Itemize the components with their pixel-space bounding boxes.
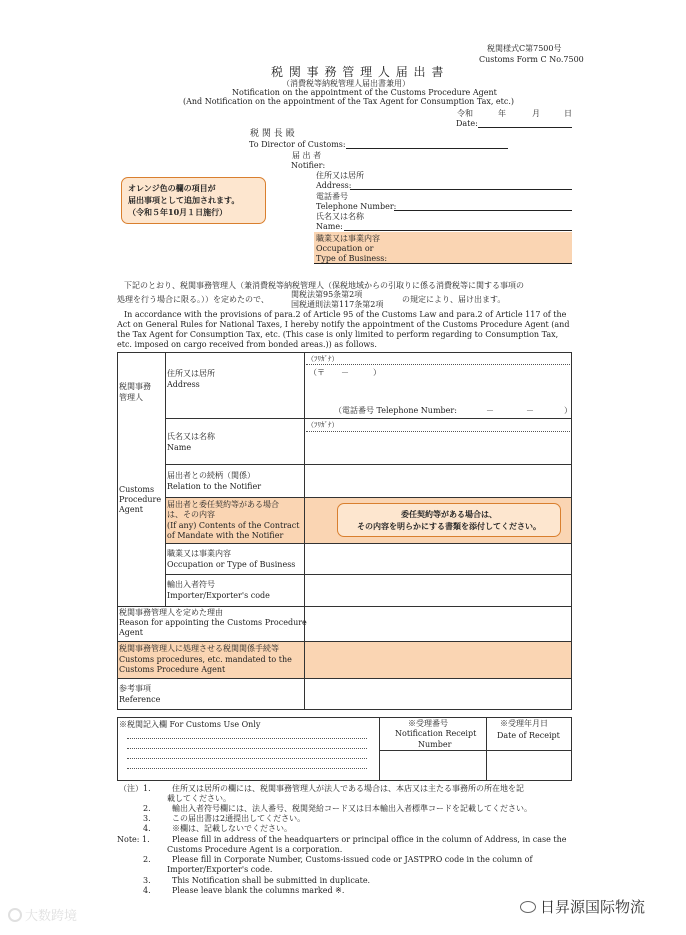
notifier-tel-field[interactable]: [394, 200, 572, 211]
callout2-line2: その内容を明らかにする書類を添付してください。: [357, 521, 541, 531]
notifier-name-jp: 氏名又は名称: [316, 212, 364, 221]
callout1-line1: オレンジ色の欄の項目が: [128, 183, 216, 193]
date-year: 年: [498, 109, 506, 118]
note-jp-3-num: 3.: [143, 814, 151, 823]
note-jp-2-num: 2.: [143, 804, 151, 813]
occupation-input[interactable]: [306, 545, 571, 573]
note-jp-3: この届出書は2通提出してください。: [172, 814, 306, 823]
mandate-label-en2: of Mandate with the Notifier: [167, 531, 284, 540]
address-input[interactable]: [306, 380, 571, 404]
mandate-label-jp1: 届出者と委任契約等がある場合: [167, 500, 279, 509]
watermark-left-icon: [8, 908, 22, 922]
relation-label-jp: 届出者との続柄（関係）: [167, 471, 255, 480]
date-field[interactable]: [478, 117, 572, 128]
occupation-label-jp: 職業又は事業内容: [167, 549, 231, 558]
agent-label-en3: Agent: [119, 505, 143, 514]
note-en-1b: Customs Procedure Agent is a corporation.: [167, 845, 343, 854]
date-day: 日: [564, 109, 572, 118]
callout-orange-note: [121, 177, 266, 224]
address-furigana: （ﾌﾘｶﾞﾅ）: [307, 355, 339, 363]
watermark-right: [516, 896, 649, 918]
notifier-en: Notifier:: [291, 161, 326, 170]
reason-input[interactable]: [306, 608, 571, 640]
reference-label-en: Reference: [119, 695, 161, 704]
notifier-occ-jp: 職業又は事業内容: [316, 234, 380, 243]
address-label-en: Address: [167, 380, 200, 389]
note-en-1: Please fill in address of the headquarters or principal office in the column of Address, in case the: [172, 835, 567, 844]
watermark-left-text: 大数跨境: [25, 909, 78, 924]
callout-mandate-note: [337, 503, 561, 537]
procedures-label-en1: Customs procedures, etc. mandated to the: [119, 655, 292, 664]
para-jp-line2b: の規定により、届け出ます。: [402, 295, 506, 304]
address-label-jp: 住所又は居所: [167, 369, 215, 378]
notifier-jp: 届 出 者: [292, 151, 322, 160]
note-en-3-num: 3.: [143, 876, 151, 885]
importer-code-label-en: Importer/Exporter's code: [167, 591, 270, 600]
para-jp-law2: 国税通則法第117条第2項: [291, 300, 384, 309]
importer-code-label-jp: 輸出入者符号: [167, 580, 215, 589]
receipt-number-en2: Number: [418, 740, 452, 749]
wechat-icon: [520, 901, 536, 913]
watermark-right-text: 日昇源国际物流: [540, 898, 646, 916]
notifier-address-field[interactable]: [350, 179, 572, 190]
receipt-number-jp: ※受理番号: [408, 719, 448, 728]
receipt-date-jp: ※受理年月日: [500, 719, 548, 728]
watermark-left: [8, 908, 77, 925]
callout2-line1: 委任契約等がある場合は、: [401, 509, 497, 519]
callout1-line3: （令和５年10月１日施行）: [128, 207, 228, 217]
note-jp-1: 住所又は居所の欄には、税関事務管理人が法人である場合は、本店又は主たる事務所の所在地を記: [172, 784, 524, 793]
date-label: Date:: [456, 119, 478, 128]
reason-label-jp: 税関事務管理人を定めた理由: [119, 608, 223, 617]
note-en-4: Please leave blank the columns marked ※.: [172, 886, 345, 895]
occupation-label-en: Occupation or Type of Business: [167, 560, 296, 569]
note-jp-1-num: （注）1.: [119, 784, 151, 793]
notifier-occ-en2: Type of Business:: [316, 254, 388, 263]
form-number-jp: 税関様式C第7500号: [487, 44, 562, 53]
director-field[interactable]: [346, 138, 508, 149]
agent-label-jp1: 税関事務: [119, 382, 151, 391]
relation-input[interactable]: [306, 466, 571, 496]
title-jp: 税 関 事 務 管 理 人 届 出 書: [271, 65, 445, 79]
notifier-tel-jp: 電話番号: [316, 192, 348, 201]
agent-label-en2: Procedure: [119, 495, 162, 504]
form-number-en: Customs Form C No.7500: [479, 55, 584, 64]
note-jp-4: ※欄は、記載しないでください。: [172, 824, 292, 833]
relation-label-en: Relation to the Notifier: [167, 482, 262, 491]
note-en-1-num: Note: 1.: [117, 835, 150, 844]
agent-label-jp2: 管理人: [119, 393, 143, 402]
reference-label-jp: 参考事項: [119, 684, 151, 693]
procedures-input[interactable]: [306, 643, 571, 677]
note-en-2-num: 2.: [143, 855, 151, 864]
note-en-3: This Notification shall be submitted in duplicate.: [172, 876, 371, 885]
name-furigana: （ﾌﾘｶﾞﾅ）: [307, 421, 339, 429]
para-en-line4: etc. imposed on cargo received from bonded areas.)) as follows.: [117, 340, 377, 349]
receipt-date-en: Date of Receipt: [497, 731, 560, 740]
reason-label-en1: Reason for appointing the Customs Procedure: [119, 618, 307, 627]
mandate-label-jp2: は、その内容: [167, 510, 215, 519]
para-en-line1: In accordance with the provisions of para.2 of Article 95 of the Customs Law and para.2 of Article 117 of the: [124, 310, 567, 319]
agent-tel-dash1: －: [486, 406, 494, 415]
procedures-label-en2: Customs Procedure Agent: [119, 665, 226, 674]
notifier-address-en: Address:: [316, 181, 352, 190]
procedures-label-jp: 税関事務管理人に処理させる税関関係手続等: [119, 644, 279, 653]
para-en-line3: the Tax Agent for Consumption Tax, etc. (This case is only limited to perform regarding to Consumption Tax,: [117, 330, 559, 339]
agent-tel-close: ）: [564, 406, 572, 415]
notifier-name-field[interactable]: [344, 220, 572, 231]
title-en-line2: (And Notification on the appointment of the Tax Agent for Consumption Tax, etc.): [183, 97, 515, 106]
name-input[interactable]: [306, 433, 571, 463]
reference-input[interactable]: [306, 680, 571, 709]
para-jp-law1: 関税法第95条第2項: [291, 290, 363, 299]
notifier-occ-en1: Occupation or: [316, 244, 374, 253]
notifier-name-en: Name:: [316, 222, 343, 231]
para-jp-line2a: 処理を行う場合に限る。））を定めたので、: [117, 295, 269, 304]
to-director-en: To Director of Customs:: [249, 140, 346, 149]
subtitle-jp: （消費税等納税管理人届出書兼用）: [282, 79, 410, 88]
note-jp-1b: 載してください。: [167, 794, 231, 803]
address-postal: （〒 － ）: [309, 368, 381, 377]
note-en-2: Please fill in Corporate Number, Customs-issued code or JASTPRO code in the column of: [172, 855, 533, 864]
agent-tel-label: （電話番号 Telephone Number:: [334, 406, 457, 415]
mandate-label-en1: (If any) Contents of the Contract: [167, 521, 300, 530]
note-en-2b: Importer/Exporter's code.: [167, 865, 273, 874]
title-en-line1: Notification on the appointment of the Customs Procedure Agent: [232, 88, 497, 97]
receipt-number-en1: Notification Receipt: [395, 729, 477, 738]
agent-label-en1: Customs: [119, 485, 155, 494]
agent-tel-dash2: －: [526, 406, 534, 415]
importer-code-input[interactable]: [306, 576, 571, 605]
date-month: 月: [532, 109, 540, 118]
notifier-tel-en: Telephone Number:: [316, 202, 397, 211]
reason-label-en2: Agent: [119, 628, 143, 637]
callout1-line2: 届出事項として追加されます。: [128, 195, 240, 205]
name-label-en: Name: [167, 443, 192, 452]
note-jp-4-num: 4.: [143, 824, 151, 833]
note-en-4-num: 4.: [143, 886, 151, 895]
date-reiwa: 令和: [457, 109, 473, 118]
note-jp-2: 輸出入者符号欄には、法人番号、税関発給コード又は日本輸出入者標準コードを記載してください。: [172, 804, 532, 813]
customs-use-label: ※税関記入欄 For Customs Use Only: [119, 720, 261, 729]
para-jp-line1: 下記のとおり、税関事務管理人（兼消費税等納税管理人（保税地域からの引取りに係る消費税等に関する事項の: [124, 281, 524, 290]
para-en-line2: Act on General Rules for National Taxes, I hereby notify the appointment of the Customs Procedure Agent (and: [117, 320, 570, 329]
notifier-address-jp: 住所又は居所: [316, 171, 364, 180]
to-director-jp: 税 関 長 殿: [250, 129, 295, 139]
name-label-jp: 氏名又は名称: [167, 432, 215, 441]
